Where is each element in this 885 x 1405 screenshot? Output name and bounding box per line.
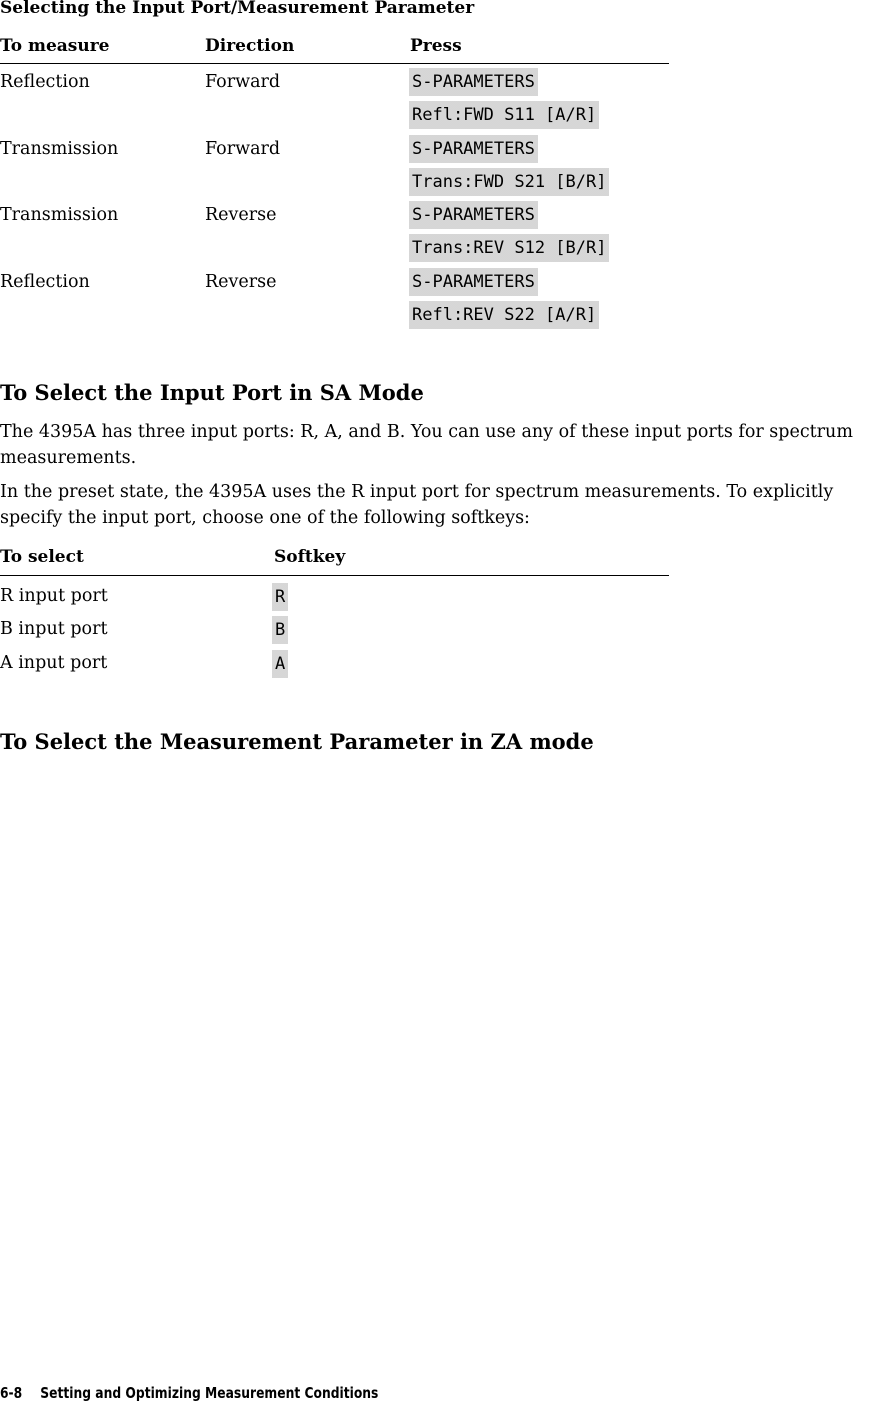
table-cell-direction: Forward [205,72,281,92]
column-header-press: Press [410,36,462,56]
column-header-select: To select [0,547,84,567]
table-cell-direction: Forward [205,139,281,159]
section-heading-za-mode: To Select the Measurement Parameter in ZA mode [0,729,594,754]
softkey-refl-rev-s22[interactable]: Refl:REV S22 [A/R] [409,301,599,329]
table-cell-measure: Reflection [0,72,90,92]
softkey-s-parameters[interactable]: S-PARAMETERS [409,268,538,296]
table-header-rule [0,63,669,64]
column-header-softkey: Softkey [274,547,346,567]
table-cell-port-label: B input port [0,619,108,639]
table-cell-port-label: A input port [0,653,108,673]
softkey-s-parameters[interactable]: S-PARAMETERS [409,68,538,96]
softkey-r[interactable]: R [272,583,288,611]
softkey-s-parameters[interactable]: S-PARAMETERS [409,135,538,163]
table-cell-measure: Reflection [0,272,90,292]
softkey-trans-fwd-s21[interactable]: Trans:FWD S21 [B/R] [409,168,609,196]
softkey-refl-fwd-s11[interactable]: Refl:FWD S11 [A/R] [409,101,599,129]
chapter-title: Setting and Optimizing Measurement Conditions [40,1384,379,1402]
table-title: Selecting the Input Port/Measurement Parameter [0,0,475,18]
paragraph-preset-state: In the preset state, the 4395A uses the R input port for spectrum measurements. To explicitly specify the input port, choose one of the following softkeys: [0,482,834,528]
section-heading-sa-mode: To Select the Input Port in SA Mode [0,380,424,405]
page-footer [0,1384,378,1402]
table-cell-direction: Reverse [205,272,277,292]
column-header-direction: Direction [205,36,295,56]
table-cell-direction: Reverse [205,205,277,225]
softkey-a[interactable]: A [272,650,288,678]
softkey-trans-rev-s12[interactable]: Trans:REV S12 [B/R] [409,234,609,262]
column-header-measure: To measure [0,36,110,56]
table-header-rule [0,575,669,576]
page-number: 6-8 [0,1384,23,1402]
table-cell-port-label: R input port [0,586,108,606]
table-cell-measure: Transmission [0,139,119,159]
paragraph-input-ports: The 4395A has three input ports: R, A, and B. You can use any of these input ports for spectrum measurements. [0,422,853,468]
softkey-b[interactable]: B [272,616,288,644]
softkey-s-parameters[interactable]: S-PARAMETERS [409,201,538,229]
table-cell-measure: Transmission [0,205,119,225]
